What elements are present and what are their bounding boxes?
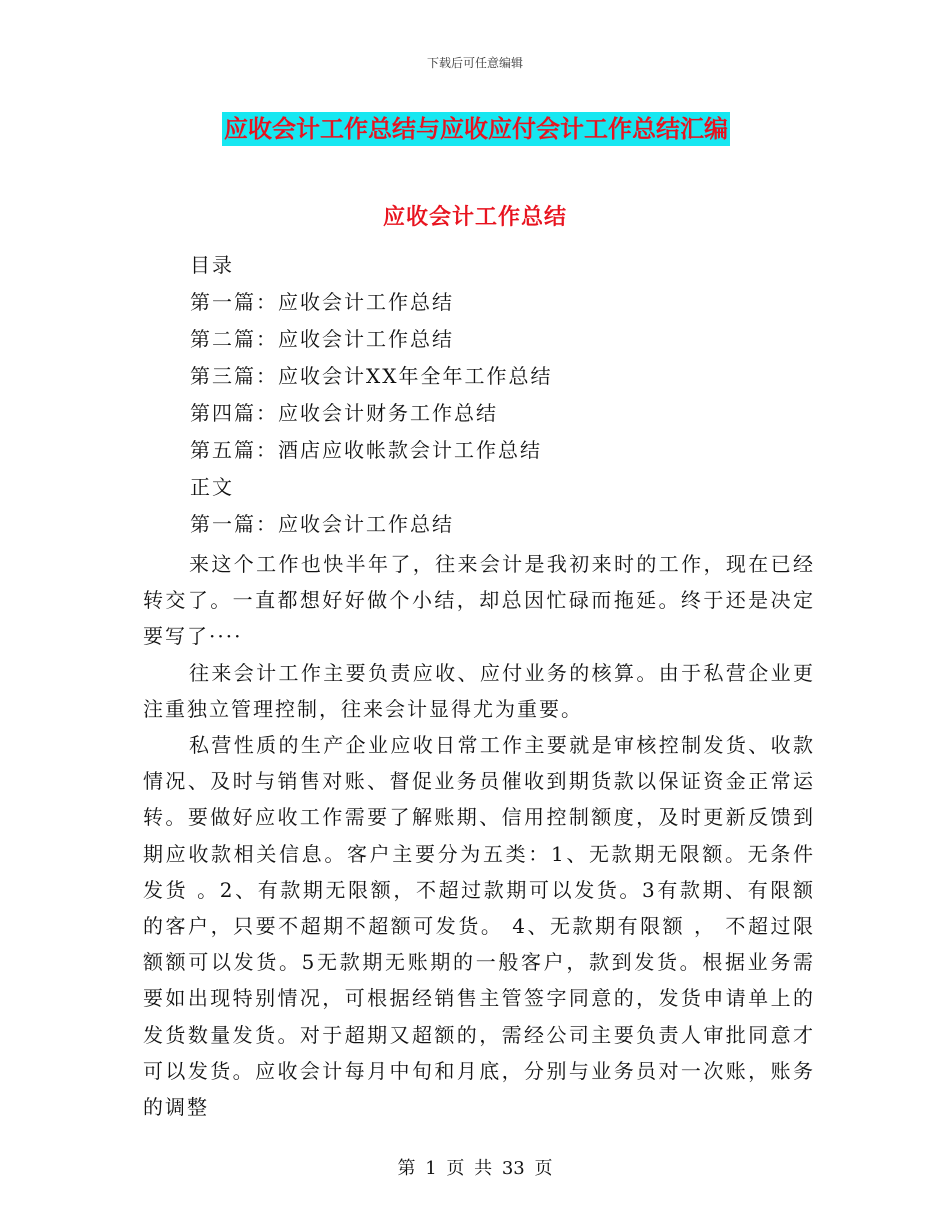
body-text (143, 546, 815, 1125)
paragraph: 来这个工作也快半年了，往来会计是我初来时的工作，现在已经转交了。一直都想好好做个小结，却总因忙碌而拖延。终于还是决定要写了···· (143, 552, 815, 649)
toc-item: 第四篇：应收会计财务工作总结 (190, 401, 498, 425)
toc-item: 第二篇：应收会计工作总结 (190, 327, 454, 351)
toc-item: 第一篇：应收会计工作总结 (190, 290, 454, 314)
document-main-title: 应收会计工作总结与应收应付会计工作总结汇编 (222, 112, 730, 146)
section-title: 应收会计工作总结 (382, 204, 567, 230)
toc-heading: 目录 (190, 253, 234, 277)
header-note: 下载后可任意编辑 (426, 56, 523, 70)
toc-item: 第五篇：酒店应收帐款会计工作总结 (190, 438, 542, 462)
table-of-contents (190, 250, 552, 546)
paragraph: 往来会计工作主要负责应收、应付业务的核算。由于私营企业更注重独立管理控制，往来会计显得尤为重要。 (143, 660, 815, 721)
chapter-heading: 第一篇：应收会计工作总结 (190, 512, 454, 536)
toc-item: 第三篇：应收会计XX年全年工作总结 (190, 364, 553, 388)
body-heading: 正文 (190, 475, 234, 499)
paragraph: 私营性质的生产企业应收日常工作主要就是审核控制发货、收款情况、及时与销售对账、督促业务员催收到期货款以保证资金正常运转。要做好应收工作需要了解账期、信用控制额度，及时更新反馈到期应收款相关信息。客户主要分为五类：1、无款期无限额。无条件发货 。2、有款期无限额，不超过款期可以发货。3有款期、有限额的客户，只要不超期不超额可发货。 4、无款期有限额 ， 不超过限额额可以发货。5无款期无账期的一般客户，款到发货。根据业务需要如出现特别情况，可根据经销售主管签字同意的，发货申请单上的发货数量发货。对于超期又超额的，需经公司主要负责人审批同意才可以发货。应收会计每月中旬和月底，分别与业务员对一次账，账务的调整 (143, 733, 815, 1120)
page-footer: 第 1 页 共 33 页 (397, 1158, 553, 1179)
